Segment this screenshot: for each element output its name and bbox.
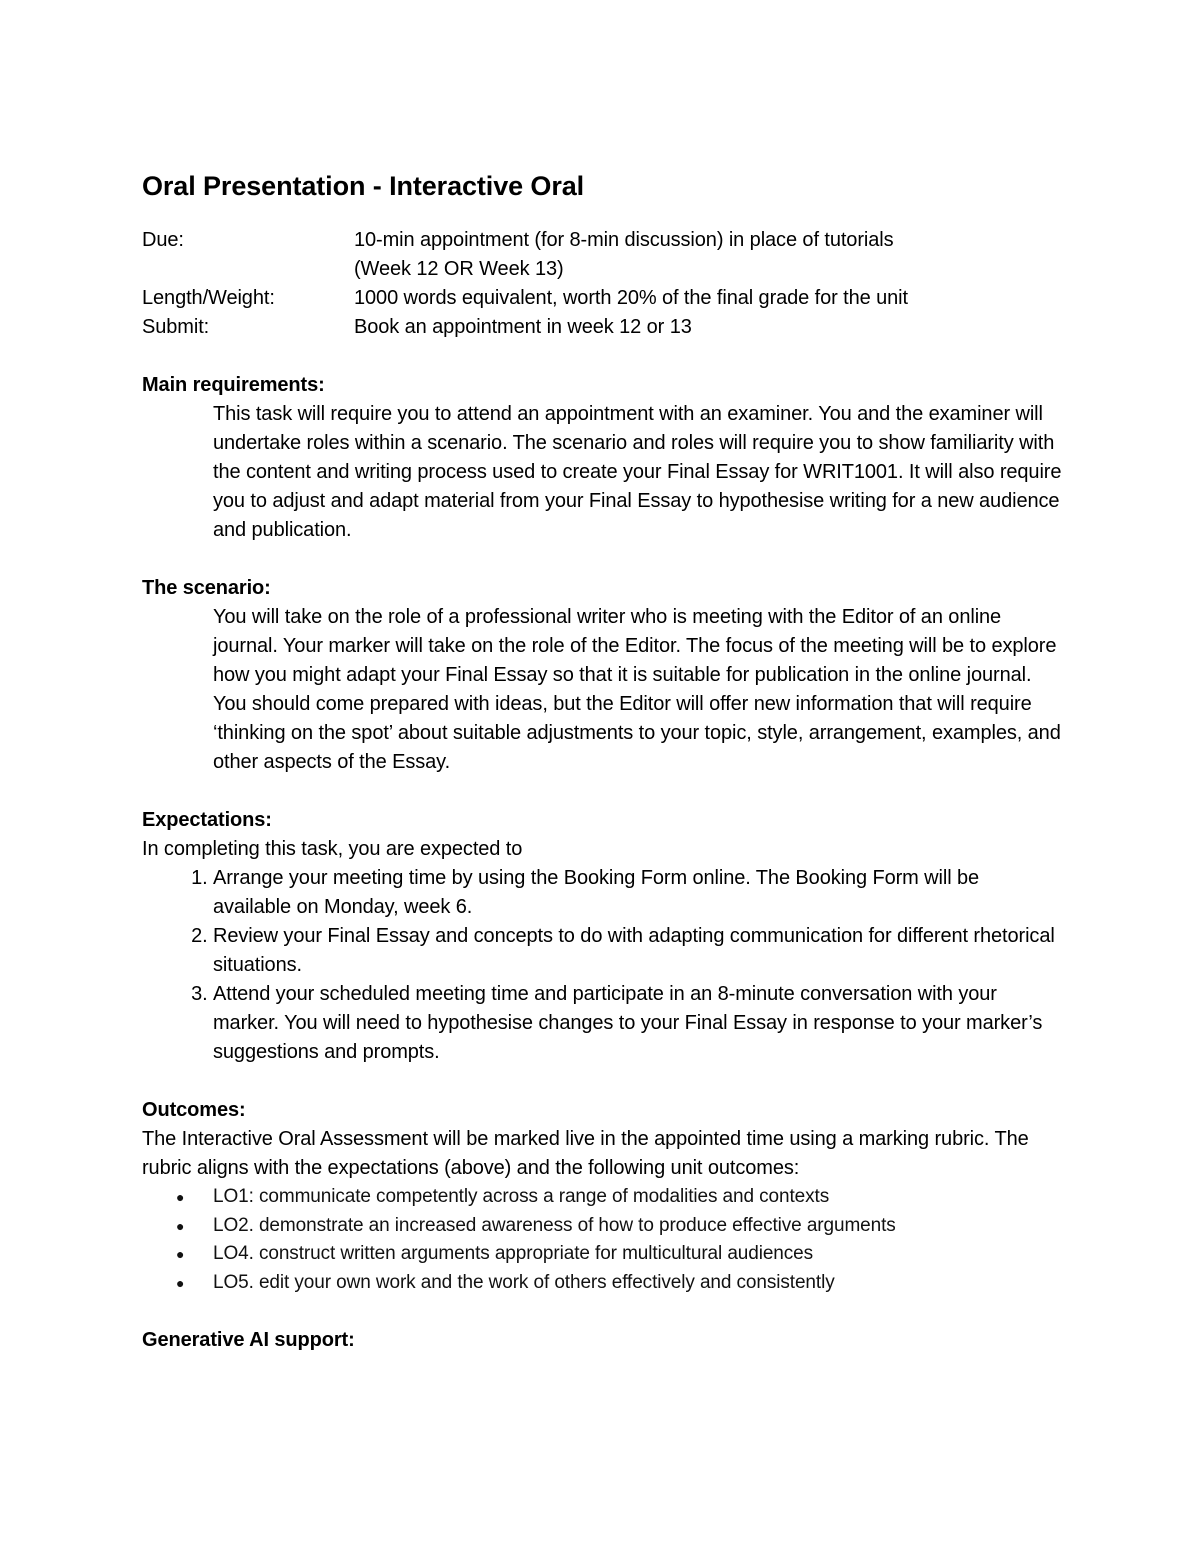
submit-value: Book an appointment in week 12 or 13 bbox=[354, 316, 692, 338]
bullet-icon: ● bbox=[176, 1274, 185, 1291]
expectations-heading: Expectations: bbox=[142, 809, 272, 831]
assessment-details bbox=[142, 226, 1062, 342]
main-requirements-heading: Main requirements: bbox=[142, 374, 325, 396]
expectations-list bbox=[142, 864, 1062, 1067]
generative-ai-heading: Generative AI support: bbox=[142, 1329, 355, 1351]
bullet-icon: ● bbox=[176, 1246, 185, 1262]
document-title: Oral Presentation - Interactive Oral bbox=[142, 171, 585, 201]
scenario-body: You will take on the role of a professional writer who is meeting with the Editor of an online journal. Your marker will take on the role of the Editor. The focus of the meeting will be to explore how you might adapt your Final Essay so that it is suitable for publication in the online journal. You should come prepared with ideas, but the Editor will offer new information that will require ‘thinking on the spot’ about suitable adjustments to your topic, style, arrangement, examples, and other aspects of the Essay. bbox=[213, 606, 1061, 773]
submit-label: Submit: bbox=[142, 316, 210, 338]
outcome-item bbox=[176, 1183, 1062, 1212]
expectations-intro: In completing this task, you are expected to bbox=[142, 838, 523, 860]
due-value bbox=[354, 226, 1062, 284]
outcomes-list bbox=[142, 1183, 1062, 1297]
expectation-item: 3. Attend your scheduled meeting time and participate in an 8-minute conversation with your marker. You will need to hypothesise changes to your Final Essay in response to your marker’s suggestions and prompts. bbox=[213, 980, 1062, 1067]
expectation-item: 2. Review your Final Essay and concepts to do with adapting communication for different rhetorical situations. bbox=[213, 922, 1062, 980]
outcomes-heading: Outcomes: bbox=[142, 1099, 246, 1121]
outcome-item bbox=[176, 1240, 1062, 1269]
outcome-item bbox=[176, 1212, 1062, 1241]
due-label: Due: bbox=[142, 229, 184, 251]
main-requirements-body: This task will require you to attend an appointment with an examiner. You and the examiner will undertake roles within a scenario. The scenario and roles will require you to show familiarity with the content and writing process used to create your Final Essay for WRIT1001. It will also require you to adjust and adapt material from your Final Essay to hypothesise writing for a new audience and publication. bbox=[213, 403, 1062, 541]
outcome-text: LO5. edit your own work and the work of others effectively and consistently bbox=[213, 1271, 835, 1293]
document-body bbox=[142, 168, 1062, 1355]
expectation-item: 1. Arrange your meeting time by using the Booking Form online. The Booking Form will be available on Monday, week 6. bbox=[213, 864, 1062, 922]
length-weight-value: 1000 words equivalent, worth 20% of the final grade for the unit bbox=[354, 287, 908, 309]
length-weight-label: Length/Weight: bbox=[142, 287, 275, 309]
bullet-icon: ● bbox=[176, 1189, 185, 1205]
due-line-1: 10-min appointment (for 8-min discussion) in place of tutorials bbox=[354, 229, 894, 251]
bullet-icon: ● bbox=[176, 1217, 185, 1234]
outcome-item bbox=[176, 1269, 1062, 1298]
outcome-text: LO2. demonstrate an increased awareness of how to produce effective arguments bbox=[213, 1214, 896, 1236]
outcome-text: LO4. construct written arguments appropriate for multicultural audiences bbox=[213, 1243, 814, 1264]
due-line-2: (Week 12 OR Week 13) bbox=[354, 258, 564, 280]
scenario-heading: The scenario: bbox=[142, 577, 271, 599]
outcome-text: LO1: communicate competently across a range of modalities and contexts bbox=[213, 1186, 830, 1207]
outcomes-intro: The Interactive Oral Assessment will be marked live in the appointed time using a marking rubric. The rubric aligns with the expectations (above) and the following unit outcomes: bbox=[142, 1128, 1029, 1179]
